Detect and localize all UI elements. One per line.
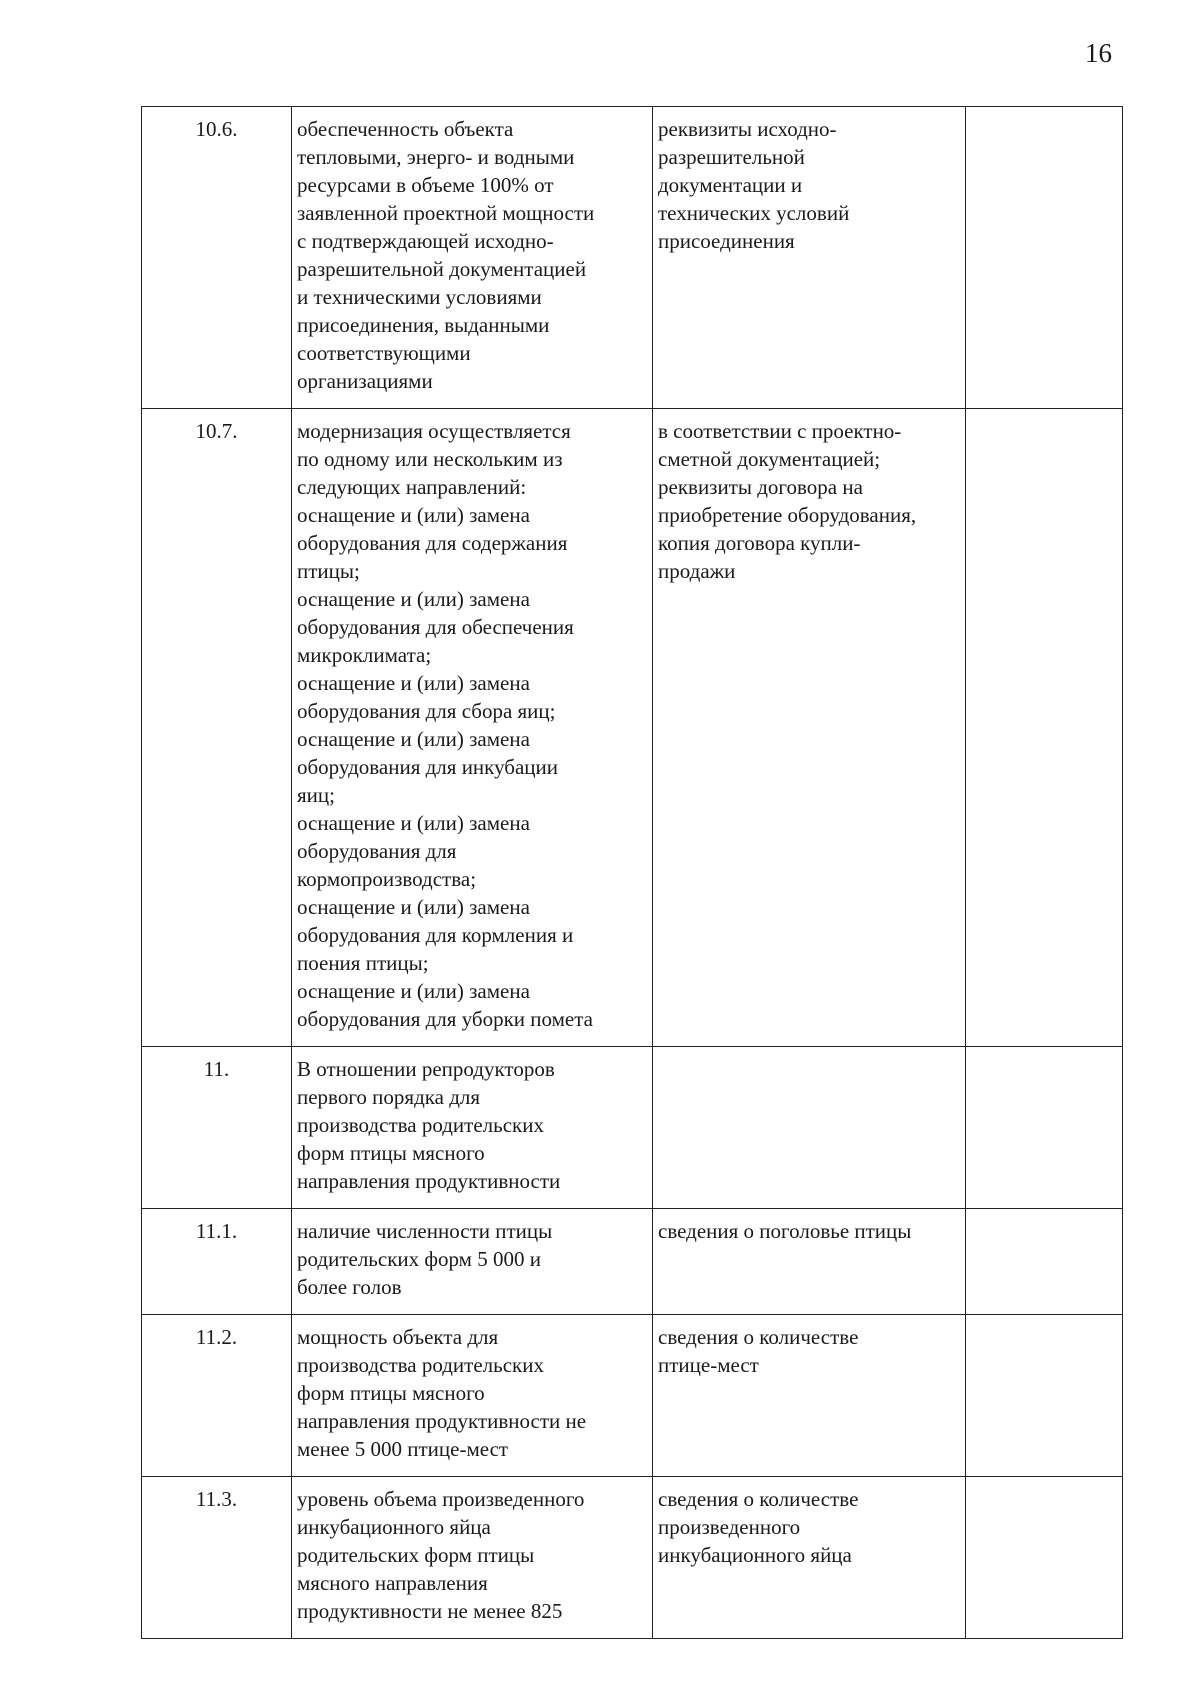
documents-cell (653, 409, 966, 1047)
text-line: сведения о поголовье птицы (658, 1219, 912, 1243)
text-line: документации и (658, 173, 803, 197)
text-line: птицы; (297, 559, 360, 583)
page-number: 16 (1085, 38, 1112, 68)
text-line: мясного направления (297, 1571, 488, 1595)
text-line: поения птицы; (297, 951, 429, 975)
text-line: микроклимата; (297, 643, 432, 667)
text-line: соответствующими (297, 341, 471, 365)
row-number: 11.2. (142, 1315, 292, 1477)
text-line: птице-мест (658, 1353, 759, 1377)
text-line: с подтверждающей исходно- (297, 229, 554, 253)
text-line: реквизиты договора на (658, 475, 863, 499)
text-line: оборудования для кормления и (297, 923, 574, 947)
text-line: родительских форм птицы (297, 1543, 535, 1567)
text-line: организациями (297, 369, 433, 393)
extra-cell (966, 107, 1123, 409)
text-line: присоединения (658, 229, 795, 253)
text-line: следующих направлений: (297, 475, 527, 499)
text-line: форм птицы мясного (297, 1381, 485, 1405)
table-row (142, 1315, 1123, 1477)
text-line: В отношении репродукторов (297, 1057, 555, 1081)
text-line: инкубационного яйца (297, 1515, 491, 1539)
text-line: инкубационного яйца (658, 1543, 852, 1567)
text-line: оснащение и (или) замена (297, 671, 530, 695)
table-row (142, 1047, 1123, 1209)
documents-cell (653, 1315, 966, 1477)
text-line: уровень объема произведенного (297, 1487, 585, 1511)
text-line: оснащение и (или) замена (297, 895, 530, 919)
text-line: разрешительной документацией (297, 257, 587, 281)
text-line: оборудования для обеспечения (297, 615, 574, 639)
text-line: форм птицы мясного (297, 1141, 485, 1165)
text-line: оборудования для содержания (297, 531, 568, 555)
documents-cell (653, 1477, 966, 1639)
text-line: первого порядка для (297, 1085, 481, 1109)
text-line: оборудования для (297, 839, 457, 863)
text-line: менее 5 000 птице-мест (297, 1437, 509, 1461)
text-line: и техническими условиями (297, 285, 542, 309)
text-line: яиц; (297, 783, 335, 807)
table-body (142, 107, 1123, 1639)
text-line: тепловыми, энерго- и водными (297, 145, 575, 169)
text-line: наличие численности птицы (297, 1219, 553, 1243)
documents-cell (653, 1209, 966, 1315)
row-number: 11.3. (142, 1477, 292, 1639)
text-line: сведения о количестве (658, 1487, 859, 1511)
text-line: оснащение и (или) замена (297, 587, 530, 611)
row-number: 11. (142, 1047, 292, 1209)
text-line: родительских форм 5 000 и (297, 1247, 541, 1271)
table-row (142, 409, 1123, 1047)
text-line: кормопроизводства; (297, 867, 477, 891)
text-line: ресурсами в объеме 100% от (297, 173, 554, 197)
criterion-cell (292, 107, 653, 409)
text-line: продажи (658, 559, 736, 583)
text-line: оснащение и (или) замена (297, 727, 530, 751)
requirements-table (141, 106, 1123, 1639)
criterion-cell (292, 1315, 653, 1477)
row-number: 11.1. (142, 1209, 292, 1315)
text-line: оснащение и (или) замена (297, 503, 530, 527)
text-line: технических условий (658, 201, 850, 225)
text-line: модернизация осуществляется (297, 419, 571, 443)
text-line: оснащение и (или) замена (297, 811, 530, 835)
extra-cell (966, 1209, 1123, 1315)
documents-cell (653, 107, 966, 409)
table-row (142, 1477, 1123, 1639)
text-line: разрешительной (658, 145, 805, 169)
criterion-cell (292, 1047, 653, 1209)
text-line: оборудования для сбора яиц; (297, 699, 556, 723)
text-line: в соответствии с проектно- (658, 419, 902, 443)
text-line: приобретение оборудования, (658, 503, 917, 527)
text-line: мощность объекта для (297, 1325, 499, 1349)
text-line: производства родительских (297, 1113, 544, 1137)
criterion-cell (292, 409, 653, 1047)
text-line: присоединения, выданными (297, 313, 550, 337)
text-line: оборудования для уборки помета (297, 1007, 593, 1031)
criterion-cell (292, 1477, 653, 1639)
text-line: произведенного (658, 1515, 801, 1539)
extra-cell (966, 409, 1123, 1047)
text-line: копия договора купли- (658, 531, 861, 555)
extra-cell (966, 1477, 1123, 1639)
text-line: производства родительских (297, 1353, 544, 1377)
row-number: 10.6. (142, 107, 292, 409)
table-row (142, 1209, 1123, 1315)
extra-cell (966, 1047, 1123, 1209)
text-line: более голов (297, 1275, 402, 1299)
criterion-cell (292, 1209, 653, 1315)
text-line: продуктивности не менее 825 (297, 1599, 563, 1623)
documents-cell (653, 1047, 966, 1209)
text-line: оснащение и (или) замена (297, 979, 530, 1003)
table-row (142, 107, 1123, 409)
text-line: сведения о количестве (658, 1325, 859, 1349)
text-line: по одному или нескольким из (297, 447, 563, 471)
extra-cell (966, 1315, 1123, 1477)
text-line: обеспеченность объекта (297, 117, 514, 141)
row-number: 10.7. (142, 409, 292, 1047)
text-line: сметной документацией; (658, 447, 881, 471)
text-line: заявленной проектной мощности (297, 201, 595, 225)
text-line: направления продуктивности (297, 1169, 561, 1193)
text-line: оборудования для инкубации (297, 755, 559, 779)
text-line: реквизиты исходно- (658, 117, 837, 141)
text-line: направления продуктивности не (297, 1409, 587, 1433)
